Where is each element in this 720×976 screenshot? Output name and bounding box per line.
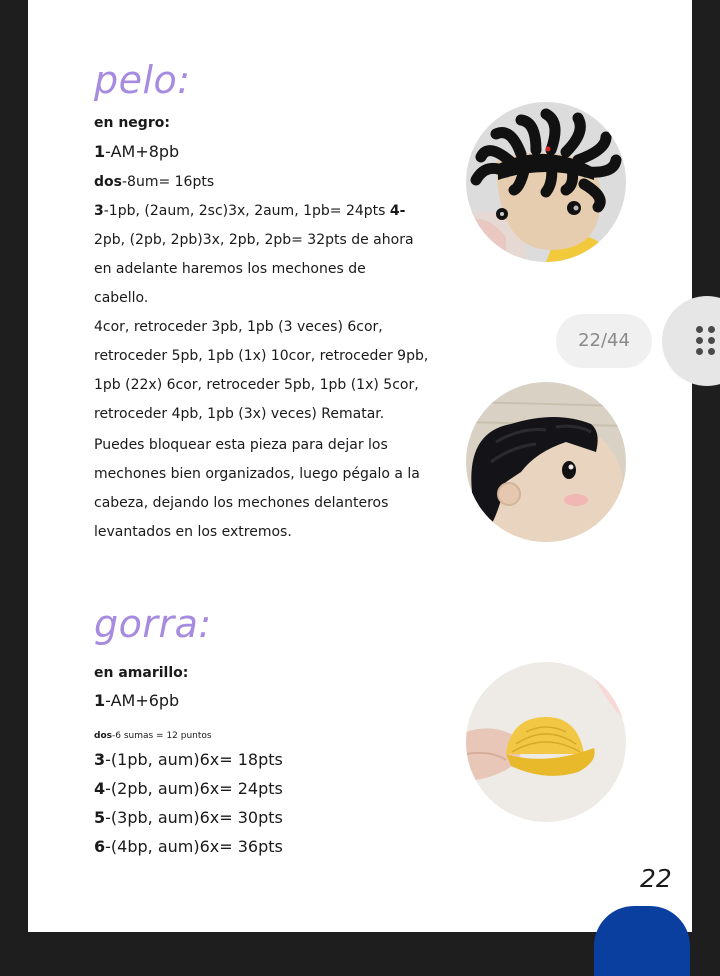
round-text: -(2pb, aum)6x= 24pts bbox=[105, 779, 283, 798]
section-heading-pelo: pelo: bbox=[94, 58, 191, 102]
pelo-text-line: levantados en los extremos. bbox=[94, 524, 292, 540]
floating-action-button[interactable] bbox=[594, 906, 690, 976]
gorra-round-4 bbox=[94, 780, 283, 798]
page-number: 22 bbox=[640, 864, 672, 893]
pelo-color-label: en negro: bbox=[94, 115, 170, 131]
round-number: 1 bbox=[94, 142, 106, 161]
round-text: -(3pb, aum)6x= 30pts bbox=[105, 808, 283, 827]
photo-hair-strands bbox=[466, 102, 626, 262]
round-number: 3 bbox=[94, 203, 104, 219]
round-number: 3 bbox=[94, 750, 106, 769]
round-number: 1 bbox=[94, 691, 106, 710]
pelo-text-line: en adelante haremos los mechones de bbox=[94, 261, 366, 277]
round-text: -6 sumas = 12 puntos bbox=[111, 731, 212, 741]
round-number: dos bbox=[94, 731, 112, 741]
round-text: -AM+6pb bbox=[105, 691, 180, 710]
pelo-round-3 bbox=[94, 202, 405, 220]
pelo-text-line: retroceder 4pb, 1pb (3x) veces) Rematar. bbox=[94, 406, 385, 422]
pelo-text-line: mechones bien organizados, luego pégalo a la bbox=[94, 466, 420, 482]
gorra-round-6 bbox=[94, 838, 283, 856]
pelo-text-line: Puedes bloquear esta pieza para dejar los bbox=[94, 437, 388, 453]
round-number: 6 bbox=[94, 837, 106, 856]
round-text: -(1pb, aum)6x= 18pts bbox=[105, 750, 283, 769]
gorra-round-1 bbox=[94, 692, 179, 710]
gorra-round-2 bbox=[94, 727, 212, 745]
round-number: 4 bbox=[94, 779, 106, 798]
round-text: -AM+8pb bbox=[105, 142, 180, 161]
round-number: 5 bbox=[94, 808, 106, 827]
section-heading-gorra: gorra: bbox=[94, 602, 212, 646]
gorra-color-label: en amarillo: bbox=[94, 665, 189, 681]
round-number: 4- bbox=[389, 203, 406, 219]
viewer-right-edge bbox=[692, 0, 720, 932]
pelo-text-line: 4cor, retroceder 3pb, 1pb (3 veces) 6cor, bbox=[94, 319, 383, 335]
page-indicator: 22/44 bbox=[556, 314, 652, 368]
round-text: -8um= 16pts bbox=[121, 174, 215, 190]
pelo-text-line: cabeza, dejando los mechones delanteros bbox=[94, 495, 389, 511]
round-text: -1pb, (2aum, 2sc)3x, 2aum, 1pb= 24pts bbox=[103, 203, 390, 219]
pelo-text-line: retroceder 5pb, 1pb (1x) 10cor, retroceder 9pb, bbox=[94, 348, 429, 364]
gorra-round-3 bbox=[94, 751, 283, 769]
pelo-text-line: 1pb (22x) 6cor, retroceder 5pb, 1pb (1x) 5cor, bbox=[94, 377, 419, 393]
round-text: -(4bp, aum)6x= 36pts bbox=[105, 837, 283, 856]
pelo-round-2 bbox=[94, 173, 214, 191]
pelo-text-line: cabello. bbox=[94, 290, 149, 306]
pelo-text-line: 2pb, (2pb, 2pb)3x, 2pb, 2pb= 32pts de ahora bbox=[94, 232, 414, 248]
pelo-round-1 bbox=[94, 143, 179, 161]
gorra-round-5 bbox=[94, 809, 283, 827]
photo-yellow-cap bbox=[466, 662, 626, 822]
photo-hair-attached bbox=[466, 382, 626, 542]
round-number: dos bbox=[94, 174, 122, 190]
